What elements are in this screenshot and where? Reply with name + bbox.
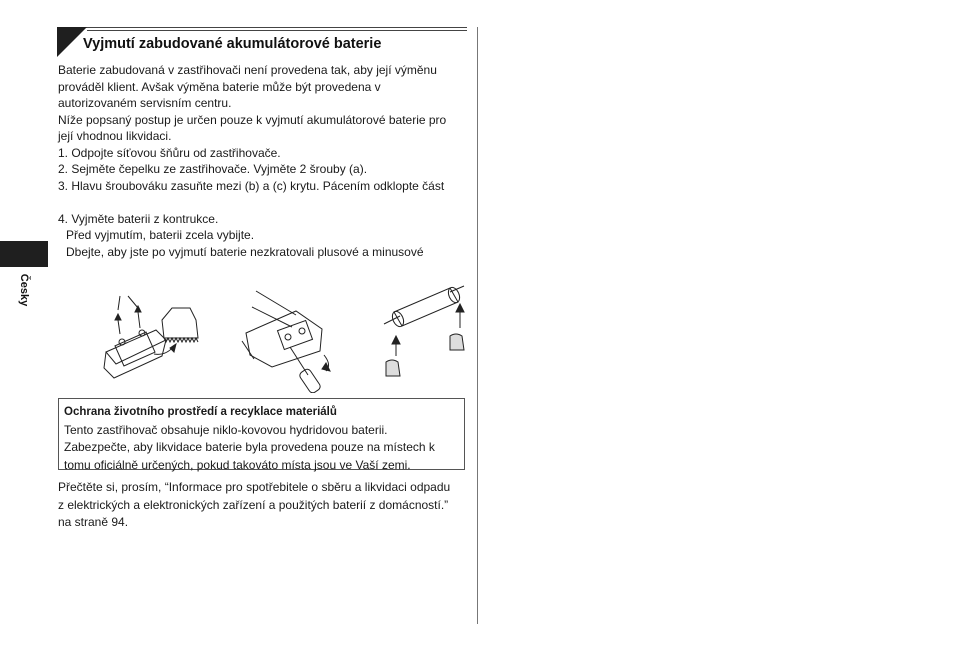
screw-hole [299, 328, 305, 334]
intro-line: Níže popsaný postup je určen pouze k vyjmutí akumulátorové baterie pro [58, 112, 447, 127]
intro-line: prováděl klient. Avšak výměna baterie může být provedena v [58, 79, 381, 94]
figure-pry-cover [236, 285, 346, 393]
label-lines [252, 291, 296, 327]
blade-teeth [164, 338, 198, 342]
environment-notice-box [58, 398, 465, 470]
heading-rule-top [57, 27, 467, 28]
instructions-body [58, 62, 470, 260]
intro-line: Baterie zabudovaná v zastřihovači není provedena tak, aby její výměnu [58, 63, 437, 77]
footer-line: na straně 94. [58, 515, 129, 529]
step-2: 2. Sejměte čepelku ze zastřihovače. Vyjměte 2 šrouby (a). [58, 162, 368, 176]
screw-hole [285, 334, 291, 340]
step-4-note: Dbejte, aby jste po vyjmutí baterie nezkratovali plusové a minusové [66, 244, 424, 259]
finger-icon [450, 334, 464, 350]
heading-rule-bottom [87, 30, 467, 31]
step-1: 1. Odpojte síťovou šňůru od zastřihovače. [58, 145, 281, 160]
disposal-reference [58, 479, 470, 532]
notice-title: Ochrana životního prostředí a recyklace materiálů [64, 406, 337, 418]
trimmer-base-outline [104, 340, 166, 378]
label-a-lines [118, 296, 138, 310]
language-tab [0, 241, 48, 267]
arrow-head-icon [170, 344, 176, 352]
footer-line: Přečtěte si, prosím, “Informace pro spotřebitele o sběru a likvidaci odpadu [58, 480, 451, 494]
battery-cover [277, 320, 312, 349]
step-4: 4. Vyjměte baterii z kontrukce. [58, 211, 219, 226]
screwdriver-handle [298, 368, 321, 393]
screw-icon [115, 306, 141, 320]
figure-remove-screws [78, 290, 208, 386]
column-divider [477, 27, 478, 624]
blade-outline [162, 308, 198, 338]
intro-line: autorizovaném servisním centru. [58, 96, 232, 110]
footer-line: z elektrických a elektronických zařízení a použitých baterií z domácností.” [58, 497, 449, 512]
screwdriver-shaft [290, 347, 308, 375]
section-title: Vyjmutí zabudované akumulátorové baterie [83, 36, 382, 52]
intro-line: její vhodnou likvidaci. [58, 129, 172, 143]
screw-arrows [118, 312, 140, 334]
step-3: 3. Hlavu šroubováku zasuňte mezi (b) a (c) krytu. Pácením odklopte část [58, 178, 445, 193]
notice-line: tomu oficiálně určených, pokud takováto místa jsou ve Vaší zemi. [64, 457, 411, 472]
notice-line: Zabezpečte, aby likvidace baterie byla provedena pouze na místech k [64, 440, 435, 454]
trimmer-body-outline [246, 311, 322, 367]
step-4-note: Před vyjmutím, baterii zcela vybijte. [66, 228, 255, 242]
battery-cover [115, 332, 155, 366]
notice-line: Tento zastřihovač obsahuje niklo-kovovou hydridovou baterii. [64, 422, 388, 437]
language-label: Česky [18, 273, 30, 307]
figure-remove-battery [378, 280, 470, 380]
finger-icon [386, 360, 400, 376]
